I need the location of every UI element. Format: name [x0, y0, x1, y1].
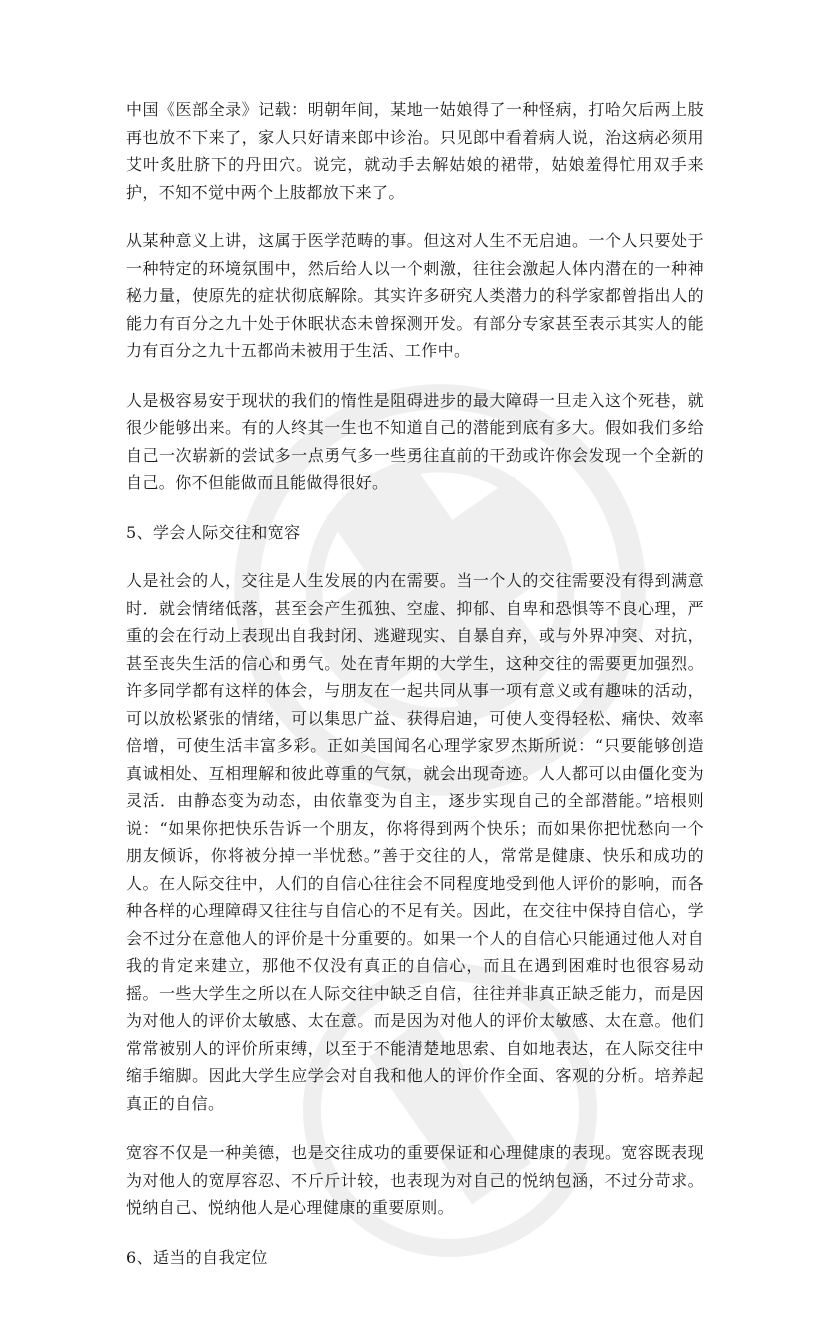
- document-body: [126, 96, 704, 1291]
- paragraph-social-interaction: 人是社会的人，交往是人生发展的内在需要。当一个人的交往需要没有得到满意时．就会情绪低落，甚至会产生孤独、空虚、抑郁、自卑和恐惧等不良心理，严重的会在行动上表现出自我封闭、逃避现实、自暴自弃，或与外界冲突、对抗，甚至丧失生活的信心和勇气。处在青年期的大学生，这种交往的需要更加强烈。许多同学都有这样的体会，与朋友在一起共同从事一项有意义或有趣味的活动，可以放松紧张的情绪，可以集思广益、获得启迪，可使人变得轻松、痛快、效率倍增，可使生活丰富多彩。正如美国闻名心理学家罗杰斯所说：“只要能够创造真诚相处、互相理解和彼此尊重的气氛，就会出现奇迹。人人都可以由僵化变为灵活．由静态变为动态，由依靠变为自主，逐步实现自己的全部潜能。”培根则说：“如果你把快乐告诉一个朋友，你将得到两个快乐；而如果你把忧愁向一个朋友倾诉，你将被分掉一半忧愁。”善于交往的人，常常是健康、快乐和成功的人。在人际交往中，人们的自信心往往会不同程度地受到他人评价的影响，而各种各样的心理障碍又往往与自信心的不足有关。因此，在交往中保持自信心，学会不过分在意他人的评价是十分重要的。如果一个人的自信心只能通过他人对自我的肯定来建立，那他不仅没有真正的自信心，而且在遇到困难时也很容易动摇。一些大学生之所以在人际交往中缺乏自信，往往并非真正缺乏能力，而是因为对他人的评价太敏感、太在意。而是因为对他人的评价太敏感、太在意。他们常常被别人的评价所束缚，以至于不能清楚地思索、自如地表达，在人际交往中缩手缩脚。因此大学生应学会对自我和他人的评价作全面、客观的分析。培养起真正的自信。: [126, 571, 704, 1113]
- section-heading-5: 5、学会人际交往和宽容: [126, 522, 301, 542]
- paragraph-medical-record: 中国《医部全录》记载：明朝年间，某地一姑娘得了一种怪病，打哈欠后两上肢再也放不下来了，家人只好请来郎中诊治。只见郎中看着病人说，治这病必须用艾叶炙肚脐下的丹田穴。说完，就动手去解姑娘的裙带，姑娘羞得忙用双手来护，不知不觉中两个上肢都放下来了。: [126, 100, 704, 202]
- paragraph-human-potential: 从某种意义上讲，这属于医学范畴的事。但这对人生不无启迪。一个人只要处于一种特定的环境氛围中，然后给人以一个刺激，往往会激起人体内潜在的一种神秘力量，使原先的症状彻底解除。其实许多研究人类潜力的科学家都曾指出人的能力有百分之九十处于休眠状态未曾探测开发。有部分专家甚至表示其实人的能力有百分之九十五都尚未被用于生活、工作中。: [126, 231, 704, 360]
- section-heading-6: 6、适当的自我定位: [126, 1247, 268, 1267]
- paragraph-inertia: 人是极容易安于现状的我们的惰性是阻碍进步的最大障碍一旦走入这个死巷，就很少能够出来。有的人终其一生也不知道自己的潜能到底有多大。假如我们多给自己一次崭新的尝试多一点勇气多一些勇往直前的干劲或许你会发现一个全新的自己。你不但能做而且能做得很好。: [126, 390, 704, 492]
- paragraph-tolerance: 宽容不仅是一种美德，也是交往成功的重要保证和心理健康的表现。宽容既表现为对他人的宽厚容忍、不斤斤计较，也表现为对自己的悦纳包涵，不过分苛求。悦纳自己、悦纳他人是心理健康的重要原则。: [126, 1143, 704, 1217]
